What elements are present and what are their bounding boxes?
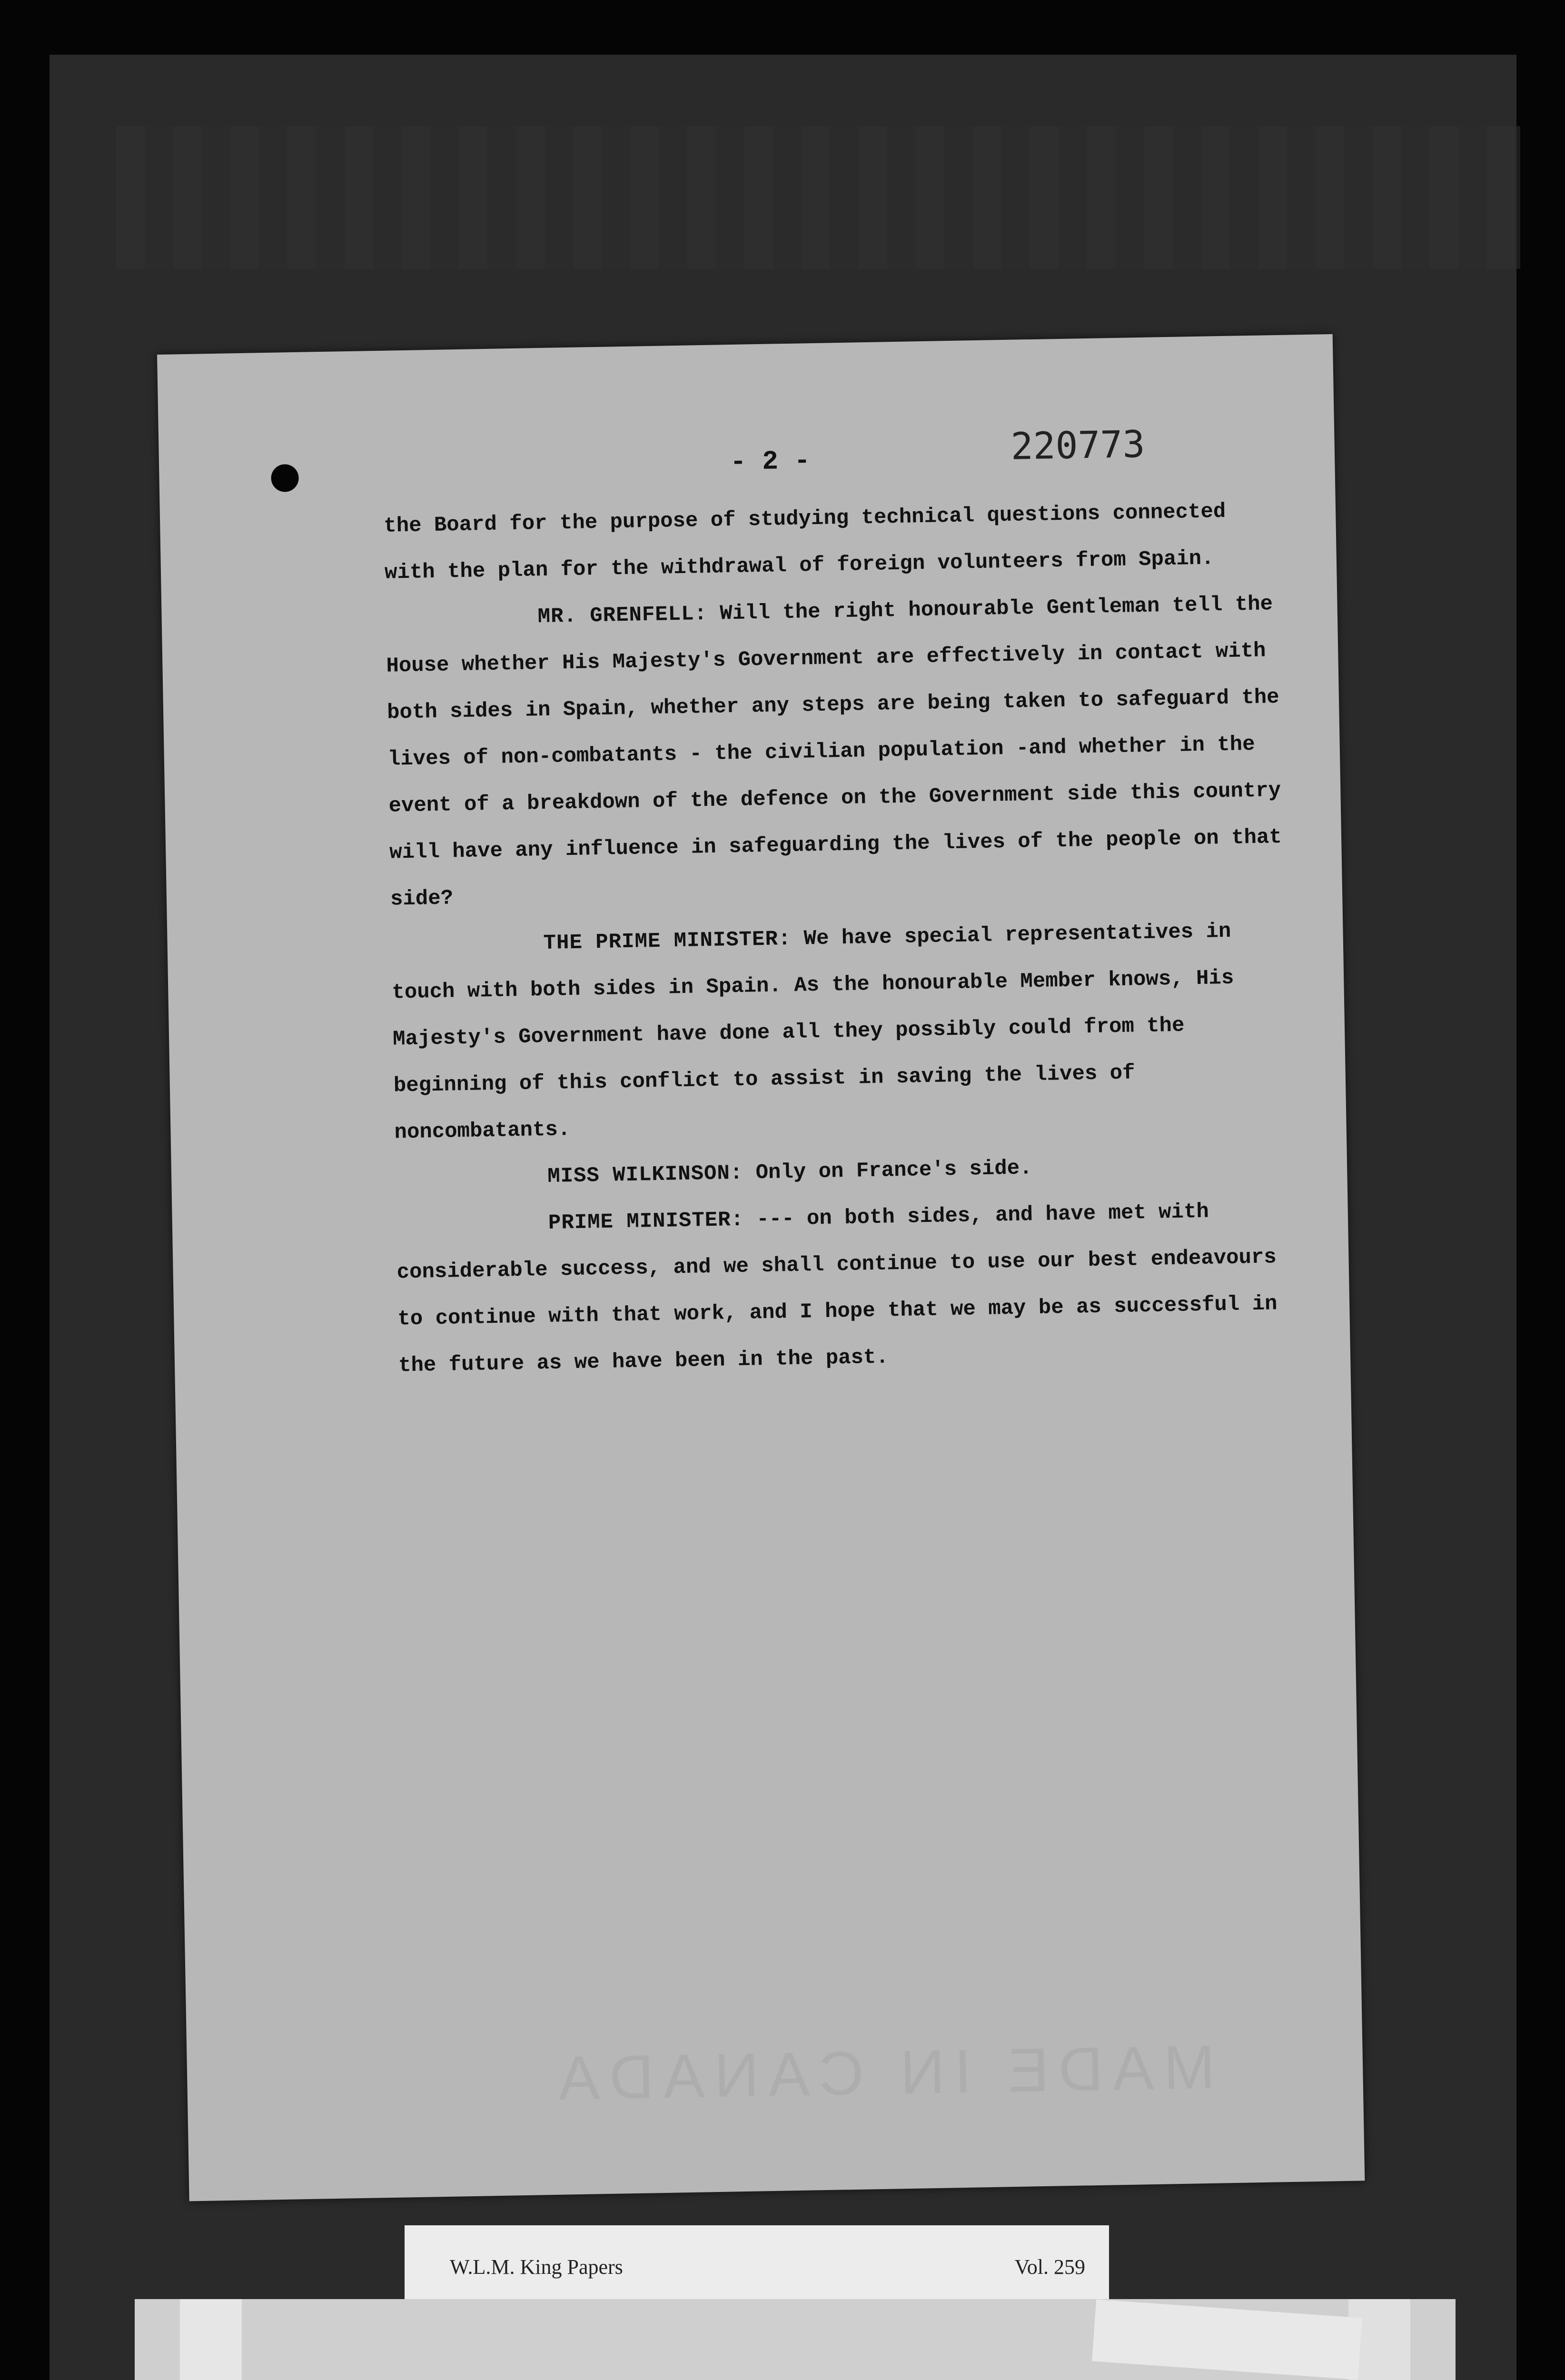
- speech-text: Will the right honourable Gentleman tell the House whether His Majesty's Government are effectively in contact with both sides in Spain, whether any steps are being taken to safeguard the lives of non-combatants - the civilian population -and whether in the event of a breakdown of the defence on the Government side this country will have any influence in safeguarding the lives of the people on that side?: [386, 592, 1282, 912]
- frame-background-pattern: [116, 126, 1520, 269]
- stamp-number: 220773: [1010, 423, 1146, 468]
- transcript-body: [384, 487, 1303, 1389]
- paragraph-prime-minister: [391, 907, 1299, 1156]
- volume-number: Vol. 259: [1014, 2255, 1085, 2279]
- punch-hole: [271, 464, 299, 492]
- speaker-label: THE PRIME MINISTER:: [543, 927, 792, 956]
- speech-text: Only on France's side.: [755, 1156, 1032, 1185]
- document-sheet: [157, 334, 1365, 2202]
- speaker-label: PRIME MINISTER:: [548, 1208, 744, 1235]
- page-number: - 2 -: [730, 446, 811, 478]
- paragraph-continuation: the Board for the purpose of studying technical questions connected with the plan for the withdrawal of foreign volunteers from Spain.: [383, 499, 1226, 585]
- speech-text: We have special representatives in touch with both sides in Spain. As the honourable Member knows, His Majesty's Government have done all they possibly could from the beginning of this conflict to assist in saving the lives of noncombatants.: [392, 919, 1234, 1145]
- collection-label-card: [405, 2225, 1109, 2309]
- speech-text: --- on both sides, and have met with considerable success, and we shall continue to use our best endeavours to continue with that work, and I hope that we may be as successful in the future as we have been in the past.: [396, 1200, 1278, 1378]
- speaker-label: MISS WILKINSON:: [547, 1161, 743, 1189]
- archive-board: [135, 2299, 1456, 2380]
- tape-strip-top: [1092, 2300, 1362, 2380]
- paragraph-grenfell: [385, 581, 1295, 923]
- speaker-label: MR. GRENFELL:: [537, 602, 708, 629]
- paragraph-prime-minister-2: [396, 1187, 1303, 1389]
- watermark: MADE IN CANADA: [548, 2032, 1216, 2113]
- tape-strip-left: [180, 2299, 242, 2380]
- collection-name: W.L.M. King Papers: [450, 2255, 623, 2279]
